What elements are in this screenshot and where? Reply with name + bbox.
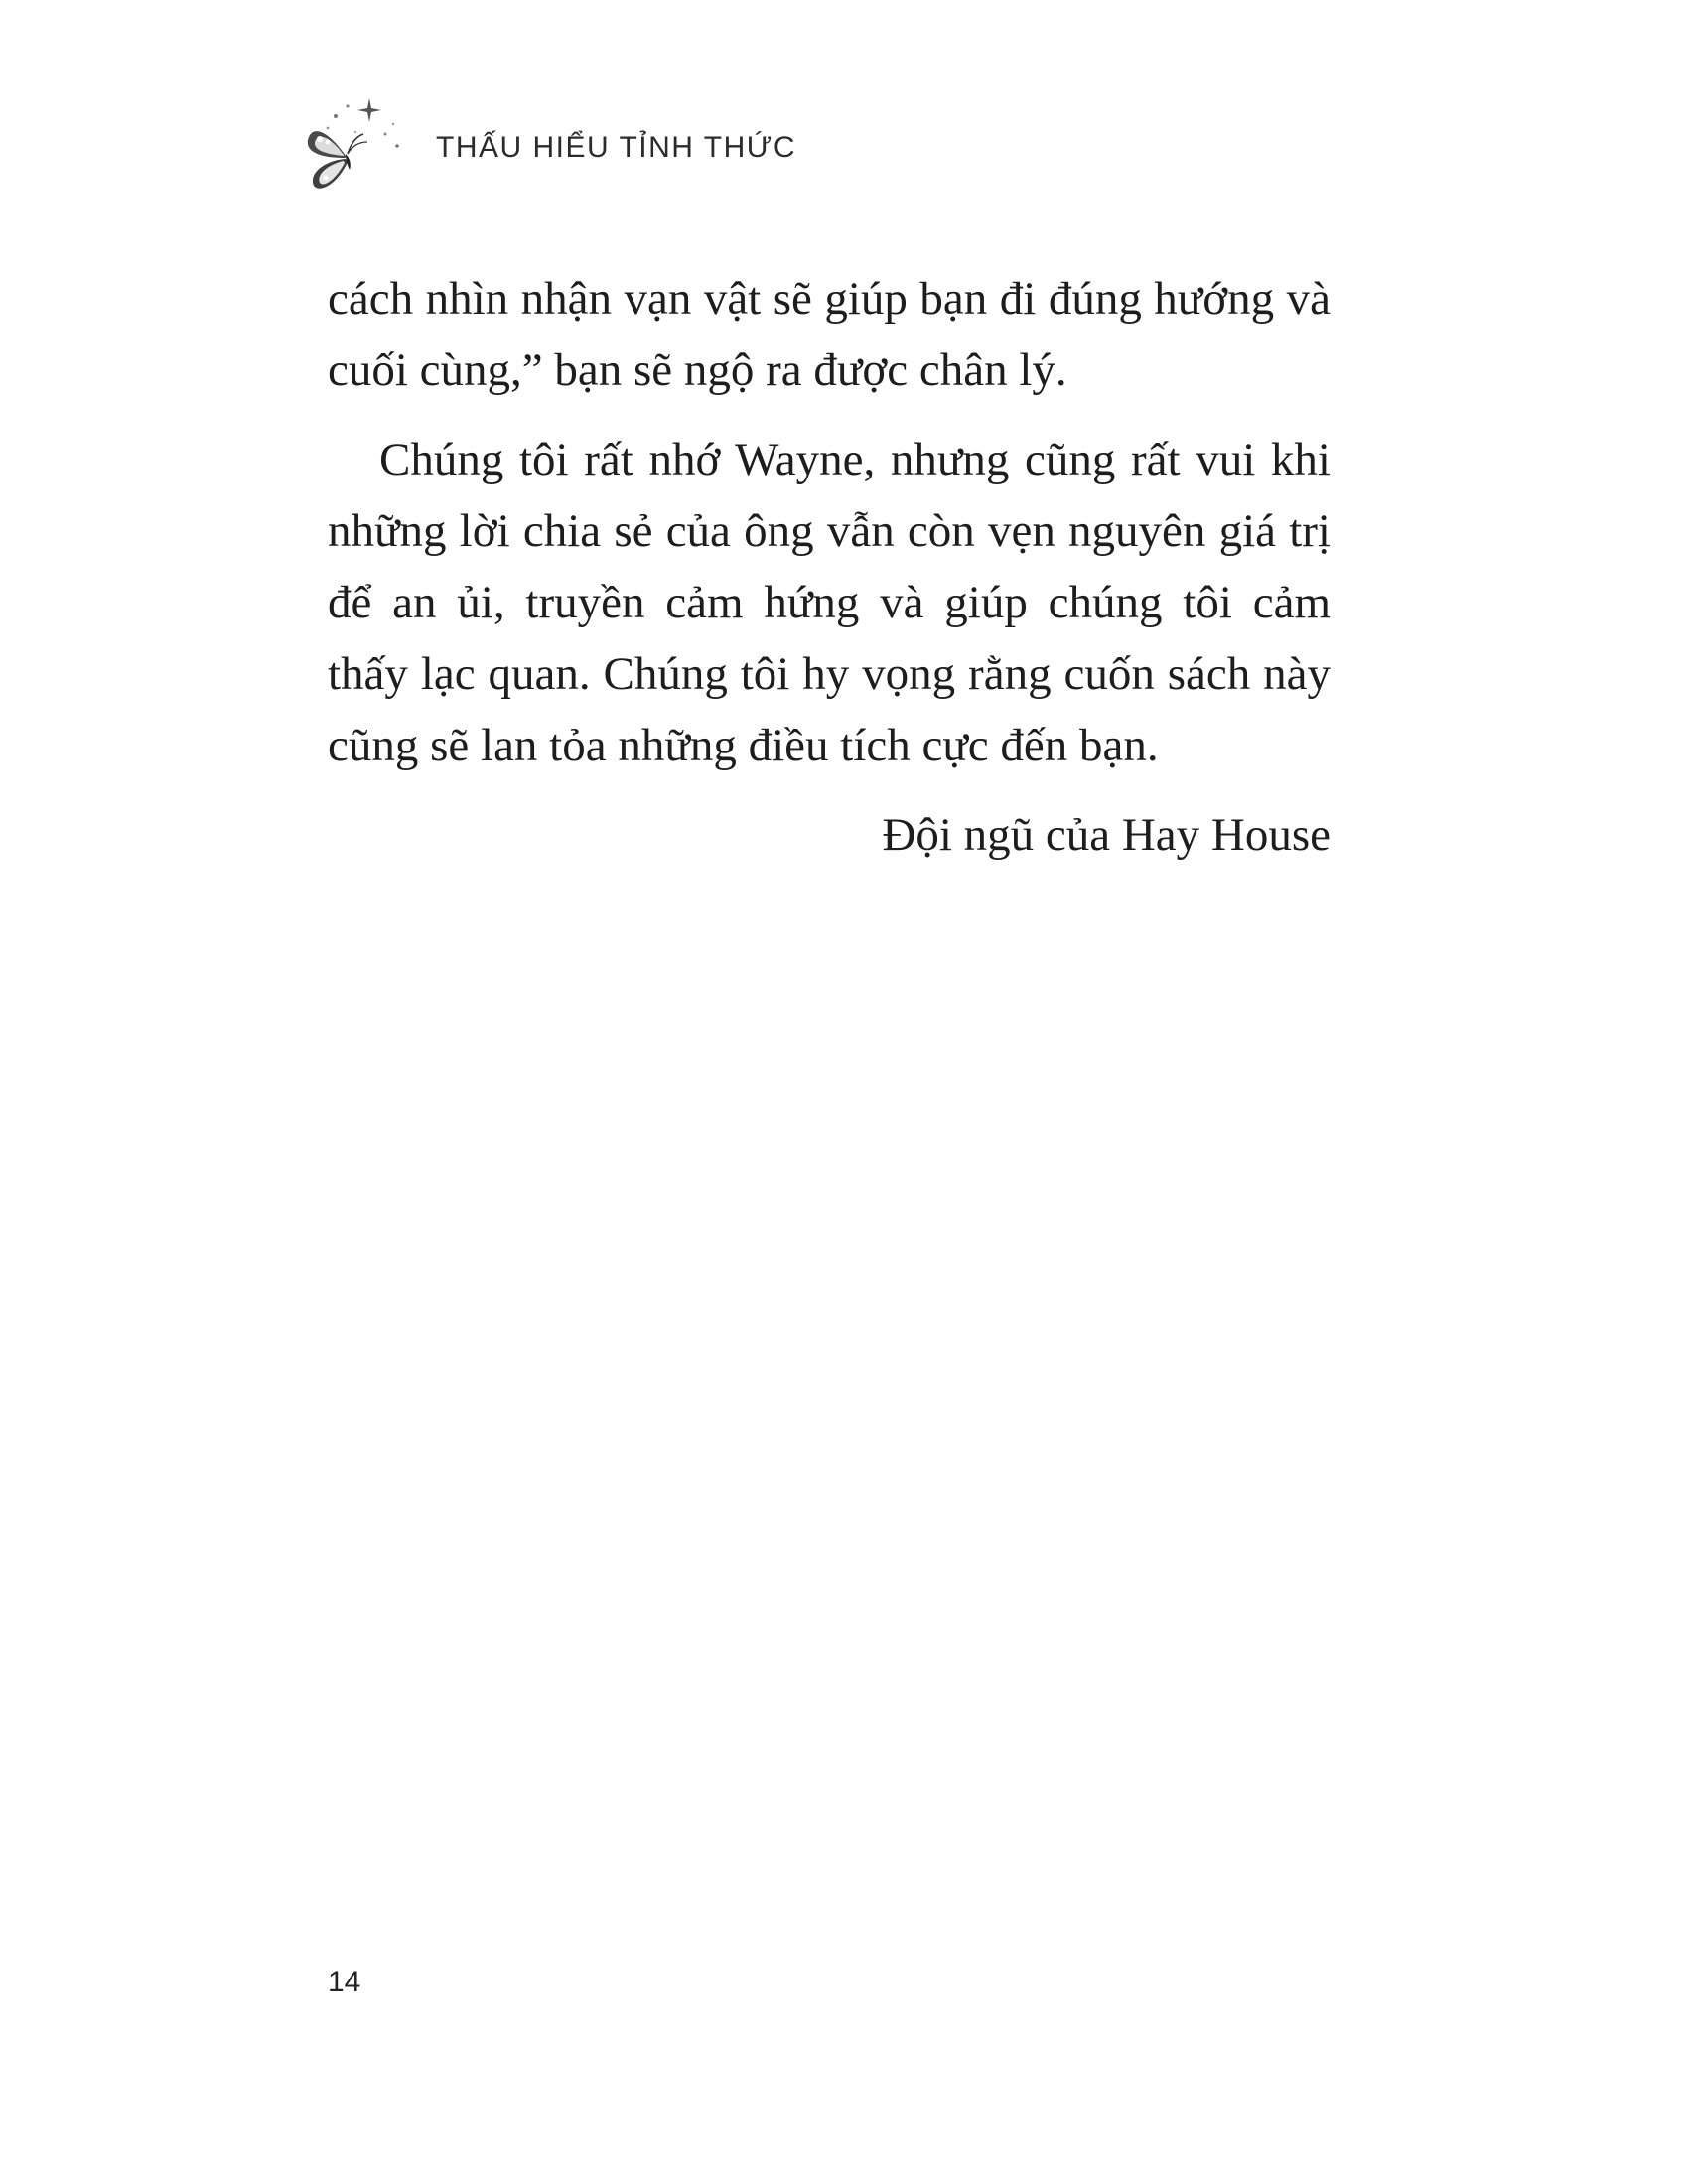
paragraph: Chúng tôi rất nhớ Wayne, nhưng cũng rất vui khi những lời chia sẻ của ông vẫn còn vẹn nguyên giá trị để an ủi, truyền cảm hứng và giúp chúng tôi cảm thấy lạc quan. Chúng tôi hy vọng rằng cuốn sách này cũng sẽ lan tỏa những điều tích cực đến bạn. bbox=[328, 434, 1331, 771]
signature: Đội ngũ của Hay House bbox=[882, 809, 1331, 861]
paragraph: cách nhìn nhận vạn vật sẽ giúp bạn đi đúng hướng và cuối cùng,” bạn sẽ ngộ ra được chân lý. bbox=[328, 273, 1331, 396]
page-number: 14 bbox=[328, 1966, 361, 1998]
body-text bbox=[328, 263, 1331, 871]
butterfly-icon bbox=[298, 94, 412, 194]
running-header-title: THẤU HIỂU TỈNH THỨC bbox=[436, 131, 797, 164]
running-header bbox=[298, 94, 796, 194]
